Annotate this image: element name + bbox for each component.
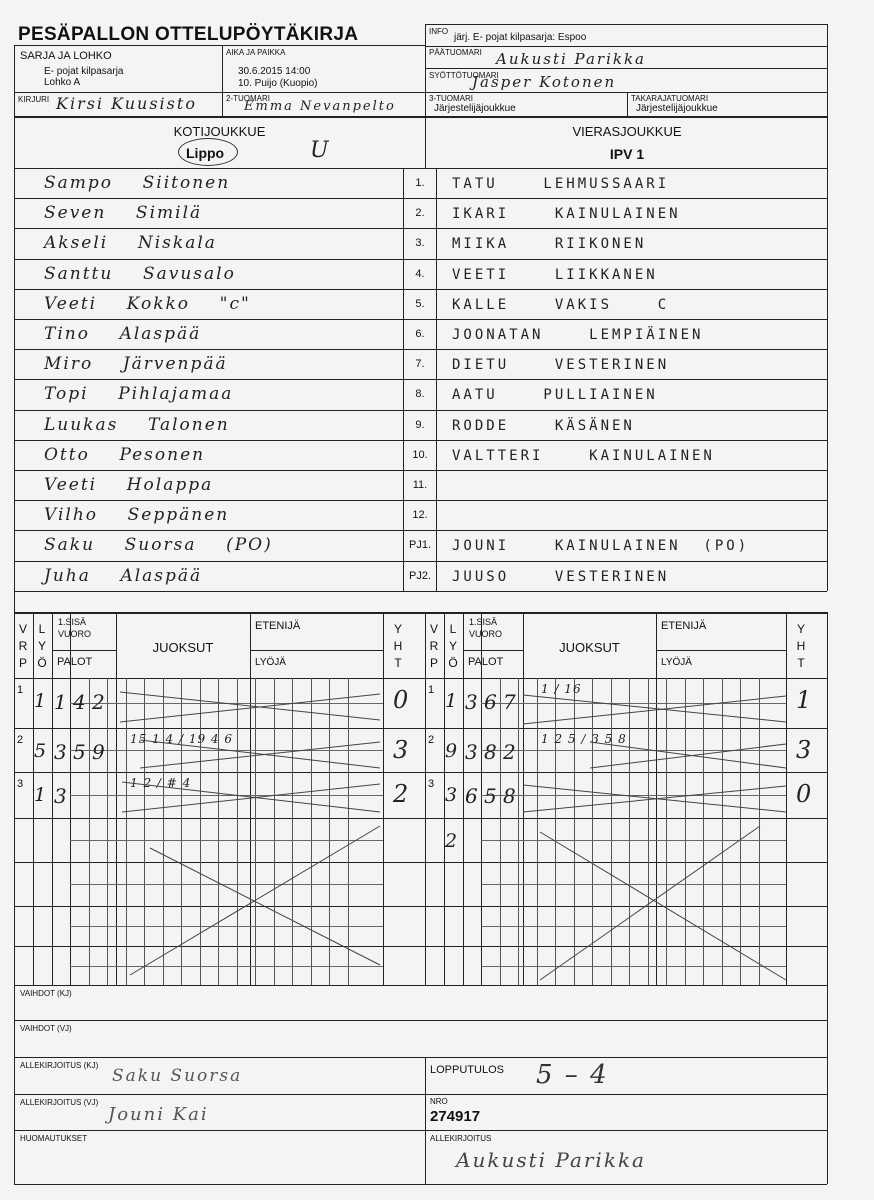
col-r: R <box>18 639 28 653</box>
col-v: V <box>429 622 438 636</box>
palot-value: 9 <box>92 740 105 764</box>
home-player: Sampo Siitonen <box>44 173 231 193</box>
nro-label: NRO <box>430 1097 448 1106</box>
inning-total: 3 <box>393 736 409 764</box>
palot-value: 5 <box>73 740 86 764</box>
inning-total: 1 <box>796 686 812 714</box>
yht-y: Y <box>393 622 402 636</box>
aika-label: AIKA JA PAIKKA <box>226 48 286 57</box>
aika-value: 30.6.2015 14:00 <box>238 66 311 77</box>
vaihdot-vj-label: VAIHDOT (VJ) <box>20 1024 72 1033</box>
inning-ly: 9 <box>445 740 458 762</box>
roster-number: 3. <box>415 237 425 250</box>
tuomari3-value: Järjestelijäjoukkue <box>434 103 516 114</box>
palot-value: 7 <box>503 690 516 714</box>
home-player: Tino Alaspää <box>44 324 202 344</box>
home-player: Luukas Talonen <box>44 414 230 435</box>
inning-number: 3 <box>17 778 24 790</box>
vuoro-label: VUORO <box>469 629 503 639</box>
home-player: Miro Järvenpää <box>44 354 228 375</box>
away-team-label: VIERASJOUKKUE <box>572 124 682 139</box>
home-team-mark: U <box>310 138 331 163</box>
vuoro-label: VUORO <box>58 629 92 639</box>
lyoja-label: LYÖJÄ <box>661 657 692 668</box>
inning-ly: 2 <box>445 830 458 852</box>
kirjuri-label: KIRJURI <box>18 95 50 104</box>
inning-total: 3 <box>796 736 812 764</box>
palot-value: 2 <box>503 740 516 764</box>
allekirjoitus-value: Aukusti Parikka <box>456 1148 646 1172</box>
col-p: P <box>18 656 27 670</box>
info-value: järj. E- pojat kilpasarja: Espoo <box>454 32 587 43</box>
roster-number: 8. <box>415 388 425 401</box>
col-l: L <box>38 622 46 636</box>
run-marks: 1 2 5 / 3 5 8 <box>541 732 627 746</box>
palot-value: 8 <box>503 784 516 808</box>
run-marks: 15 1 4 / 19 4 6 <box>130 732 234 746</box>
sarja-value: E- pojat kilpasarja <box>44 66 124 77</box>
inning-ly: 1 <box>34 690 47 712</box>
roster-number: 2. <box>415 207 425 220</box>
palot-value: 2 <box>92 690 105 714</box>
away-player: JUUSO VESTERINEN <box>452 568 670 585</box>
roster-number: 11. <box>412 479 428 491</box>
huomautukset-label: HUOMAUTUKSET <box>20 1134 88 1143</box>
home-player: Saku Suorsa (PO) <box>44 535 273 556</box>
inning-ly: 1 <box>445 690 458 712</box>
yht-y: Y <box>796 622 805 636</box>
sisa-label: 1.SISÄ <box>58 617 87 627</box>
col-y: Y <box>37 639 46 653</box>
col-o: Ö <box>37 656 47 670</box>
yht-h: H <box>796 639 806 653</box>
col-o: Ö <box>448 656 458 670</box>
roster-number: PJ2. <box>408 569 431 582</box>
away-player: IKARI KAINULAINEN <box>452 206 681 223</box>
inning-total: 0 <box>796 780 812 808</box>
lopputulos-value: 5 – 4 <box>536 1060 609 1090</box>
palot-value: 3 <box>54 784 67 808</box>
col-v: V <box>18 622 27 636</box>
palot-value: 5 <box>484 784 497 808</box>
etenija-label: ETENIJÄ <box>255 620 301 632</box>
away-player: DIETU VESTERINEN <box>452 357 670 374</box>
allekirjoitus-kj-value: Saku Suorsa <box>112 1066 243 1086</box>
home-player: Veeti Kokko "c" <box>44 293 251 314</box>
roster-number: 1. <box>415 177 425 189</box>
col-l: L <box>449 622 457 636</box>
syottotuomari-label: SYÖTTÖTUOMARI <box>429 71 499 80</box>
yht-t: T <box>797 656 805 670</box>
away-player: JOONATAN LEMPIÄINEN <box>452 327 704 343</box>
allekirjoitus-label: ALLEKIRJOITUS <box>430 1134 492 1143</box>
inning-ly: 1 <box>34 784 47 806</box>
allekirjoitus-kj-label: ALLEKIRJOITUS (KJ) <box>20 1061 99 1070</box>
roster-number: 5. <box>415 297 425 310</box>
inning-number: 3 <box>428 778 435 790</box>
roster-number: 10. <box>412 448 428 461</box>
roster-number: 7. <box>415 358 425 371</box>
lohko-value: Lohko A <box>44 77 81 88</box>
inning-ly: 3 <box>445 784 458 806</box>
sarja-label: SARJA JA LOHKO <box>20 50 112 62</box>
strike-line <box>590 744 786 768</box>
palot-value: 3 <box>465 690 478 714</box>
away-player: VALTTERI KAINULAINEN <box>452 447 715 464</box>
palot-value: 6 <box>484 690 497 714</box>
home-player: Otto Pesonen <box>44 444 206 465</box>
roster-number: 12. <box>412 509 428 522</box>
col-y: Y <box>448 639 457 653</box>
run-marks: 1 / 16 <box>541 682 582 696</box>
inning-number: 1 <box>17 684 24 696</box>
palot-label: PALOT <box>468 656 504 668</box>
col-p: P <box>429 656 438 670</box>
etenija-label: ETENIJÄ <box>661 620 707 632</box>
home-player: Topi Pihlajamaa <box>44 384 234 405</box>
inning-ly: 5 <box>34 740 47 762</box>
home-player: Juha Alaspää <box>44 565 203 586</box>
away-player: MIIKA RIIKONEN <box>452 236 647 253</box>
inning-total: 2 <box>393 780 409 808</box>
palot-value: 1 <box>54 690 67 714</box>
juoksut-label: JUOKSUT <box>152 640 214 655</box>
info-label: INFO <box>429 27 449 36</box>
palot-value: 6 <box>465 784 478 808</box>
tuomari2-value: Emma Nevanpelto <box>244 99 396 114</box>
palot-value: 3 <box>54 740 67 764</box>
home-player: Veeti Holappa <box>44 475 214 495</box>
allekirjoitus-vj-label: ALLEKIRJOITUS (VJ) <box>20 1098 99 1107</box>
run-marks: 1 2 / # 4 <box>130 776 192 790</box>
inning-number: 2 <box>17 734 24 746</box>
tuomari2-label: 2-TUOMARI <box>226 94 270 103</box>
col-r: R <box>429 639 439 653</box>
sisa-label: 1.SISÄ <box>469 617 498 627</box>
roster-number: 9. <box>415 418 425 431</box>
vaihdot-kj-label: VAIHDOT (KJ) <box>20 989 72 998</box>
home-player: Santtu Savusalo <box>44 263 236 284</box>
kirjuri-value: Kirsi Kuusisto <box>56 94 197 113</box>
syottotuomari-value: Jasper Kotonen <box>472 73 617 91</box>
inning-total: 0 <box>393 686 409 714</box>
lopputulos-label: LOPPUTULOS <box>430 1064 504 1076</box>
paatuomari-value: Aukusti Parikka <box>496 50 646 68</box>
strike-line <box>523 695 786 722</box>
nro-value: 274917 <box>430 1108 481 1125</box>
inning-number: 2 <box>428 734 435 746</box>
roster-number: 6. <box>415 328 425 340</box>
palot-value: 8 <box>484 740 497 764</box>
strike-line <box>523 786 786 812</box>
home-team-label: KOTIJOUKKUE <box>173 124 266 139</box>
allekirjoitus-vj-value: Jouni Kai <box>108 1104 209 1125</box>
inning-number: 1 <box>428 684 435 696</box>
paikka-value: 10. Puijo (Kuopio) <box>238 78 318 89</box>
away-player: VEETI LIIKKANEN <box>452 266 658 283</box>
palot-label: PALOT <box>57 656 93 668</box>
palot-value: 3 <box>465 740 478 764</box>
home-player: Seven Similä <box>44 203 203 224</box>
strike-line <box>523 785 786 812</box>
juoksut-label: JUOKSUT <box>559 640 620 655</box>
roster-number: 4. <box>415 267 425 280</box>
away-team-name: IPV 1 <box>609 146 645 162</box>
away-player: RODDE KÄSÄNEN <box>452 417 635 434</box>
roster-number: PJ1. <box>408 539 431 552</box>
away-player: JOUNI KAINULAINEN (PO) <box>452 538 750 555</box>
away-player: AATU PULLIAINEN <box>452 387 658 404</box>
away-player: KALLE VAKIS C <box>452 296 670 313</box>
palot-value: 4 <box>73 690 86 714</box>
page-title: PESÄPALLON OTTELUPÖYTÄKIRJA <box>18 24 359 45</box>
yht-t: T <box>394 656 402 670</box>
takaraja-label: TAKARAJATUOMARI <box>631 94 709 103</box>
takaraja-value: Järjestelijäjoukkue <box>636 103 718 114</box>
strike-line <box>523 696 786 724</box>
away-player: TATU LEHMUSSAARI <box>452 176 670 192</box>
home-team-name: Lippo <box>186 145 225 161</box>
paatuomari-label: PÄÄTUOMARI <box>429 48 482 57</box>
lyoja-label: LYÖJÄ <box>255 657 286 668</box>
home-player: Akseli Niskala <box>44 233 217 254</box>
yht-h: H <box>393 639 403 653</box>
home-player: Vilho Seppänen <box>44 505 230 526</box>
tuomari3-label: 3-TUOMARI <box>429 94 473 103</box>
